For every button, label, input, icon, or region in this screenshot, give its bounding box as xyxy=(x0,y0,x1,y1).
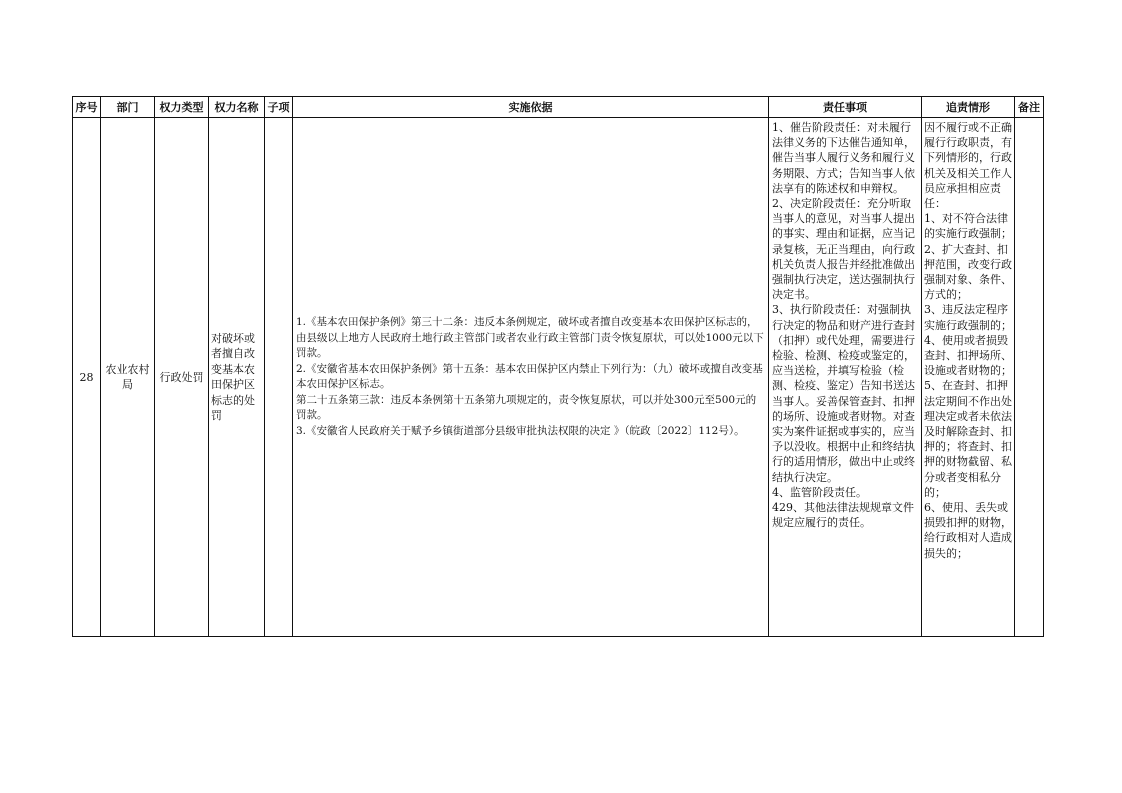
duty-item: 2、决定阶段责任：充分听取当事人的意见，对当事人提出的事实、理由和证据，应当记录复核，无正当理由，向行政机关负责人报告并经批准做出强制执行决定，送达强制执行决定书。 xyxy=(772,197,915,302)
cell-type: 行政处罚 xyxy=(155,118,209,637)
basis-item: 2.《安徽省基本农田保护条例》第十五条：基本农田保护区内禁止下列行为：（九）破坏或擅自改变基本农田保护区标志。 xyxy=(296,362,763,390)
accountability-item: 3、违反法定程序实施行政强制的； xyxy=(924,303,1012,332)
cell-basis xyxy=(293,118,769,637)
cell-duty xyxy=(769,118,922,637)
table-row xyxy=(73,118,1044,637)
duty-item: 4、监管阶段责任。 xyxy=(772,485,867,499)
cell-power-name: 对破坏或者擅自改变基本农田保护区标志的处罚 xyxy=(209,118,265,637)
header-sub: 子项 xyxy=(265,97,293,118)
cell-seq: 28 xyxy=(73,118,101,637)
accountability-item: 5、在查封、扣押法定期间不作出处理决定或者未依法及时解除查封、扣押的；将查封、扣押的财物截留、私分或者变相私分的； xyxy=(924,379,1012,499)
cell-sub xyxy=(265,118,293,637)
basis-item: 1.《基本农田保护条例》第三十二条：违反本条例规定，破坏或者擅自改变基本农田保护区标志的，由县级以上地方人民政府土地行政主管部门或者农业行政主管部门责令恢复原状，可以处1000元以下罚款。 xyxy=(296,316,764,359)
accountability-item: 6、使用、丢失或损毁扣押的财物，给行政相对人造成损失的； xyxy=(924,501,1012,560)
duty-item: 1、催告阶段责任：对未履行法律义务的下达催告通知单，催告当事人履行义务和履行义务期限、方式；告知当事人依法享有的陈述权和申辩权。 xyxy=(772,121,915,195)
duty-item: 429、其他法律法规规章文件规定应履行的责任。 xyxy=(772,501,914,530)
cell-dept: 农业农村局 xyxy=(101,118,155,637)
header-seq: 序号 xyxy=(73,97,101,118)
cell-remark xyxy=(1015,118,1044,637)
header-type: 权力类型 xyxy=(155,97,209,118)
power-list-table xyxy=(72,96,1044,637)
header-basis: 实施依据 xyxy=(293,97,769,118)
accountability-item: 2、扩大查封、扣押范围，改变行政强制对象、条件、方式的； xyxy=(924,242,1012,302)
accountability-item: 1、对不符合法律的实施行政强制； xyxy=(924,212,1012,241)
header-duty: 责任事项 xyxy=(769,97,922,118)
header-remark: 备注 xyxy=(1015,97,1044,118)
basis-item: 3.《安徽省人民政府关于赋予乡镇街道部分县级审批执法权限的决定 》（皖政〔2022〕112号）。 xyxy=(296,424,745,437)
cell-accountability xyxy=(922,118,1015,637)
accountability-item: 4、使用或者损毁查封、扣押场所、设施或者财物的； xyxy=(924,333,1012,378)
duty-item: 3、执行阶段责任：对强制执行决定的物品和财产进行查封（扣押）或代处理，需要进行检验、检测、检疫或鉴定的，应当送检，并填写检验（检测、检疫、鉴定）告知书送达当事人。妥善保管查封、扣押的场所、设施或者财物。对查实为案件证据或事实的，应当予以没收。根据中止和终结执行的适用情形，做出中止或终结执行决定。 xyxy=(772,303,915,484)
header-name: 权力名称 xyxy=(209,97,265,118)
header-row xyxy=(73,97,1044,118)
header-dept: 部门 xyxy=(101,97,155,118)
basis-item: 第二十五条第三款：违反本条例第十五条第九项规定的，责令恢复原状，可以并处300元至500元的罚款。 xyxy=(296,393,757,421)
accountability-item: 因不履行或不正确履行行政职责，有下列情形的，行政机关及相关工作人员应承担相应责任： xyxy=(924,121,1012,211)
header-accountability: 追责情形 xyxy=(922,97,1015,118)
